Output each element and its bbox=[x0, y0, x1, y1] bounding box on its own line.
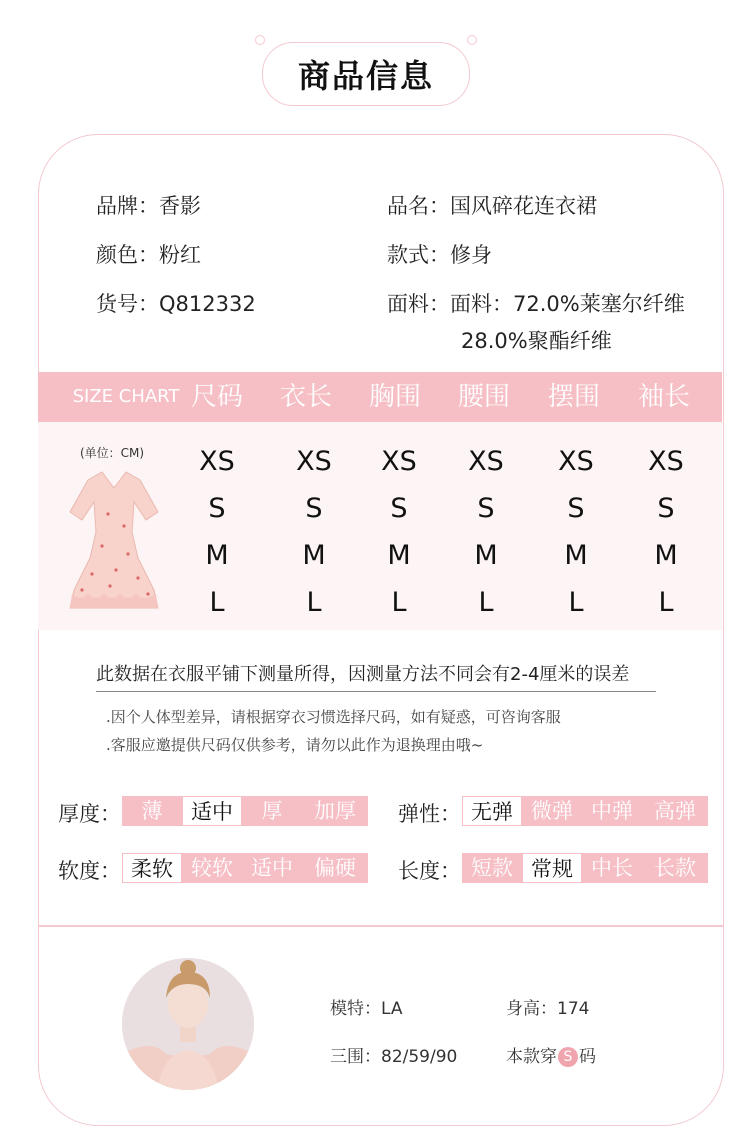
note-underline bbox=[96, 691, 656, 692]
size-cell: XS bbox=[381, 446, 417, 477]
wears-prefix: 本款穿 bbox=[506, 1047, 557, 1067]
size-column bbox=[359, 438, 439, 626]
elasticity-option-medium: 中弹 bbox=[582, 796, 642, 826]
size-column bbox=[626, 438, 706, 626]
length-option-regular: 常规 bbox=[522, 853, 582, 883]
length-option-mid: 中长 bbox=[582, 853, 642, 883]
section-title: 商品信息 bbox=[297, 57, 434, 95]
size-cell: M bbox=[302, 540, 326, 571]
size-cell: S bbox=[477, 493, 495, 524]
model-wears-size bbox=[506, 1042, 596, 1067]
model-name: 模特：LA bbox=[330, 999, 403, 1019]
softness-option-soft: 柔软 bbox=[122, 853, 182, 883]
thickness-option-medium: 适中 bbox=[182, 796, 242, 826]
wears-suffix: 码 bbox=[579, 1047, 596, 1067]
thickness-option-extra-thick: 加厚 bbox=[302, 796, 368, 826]
col-header-waist: 腰围 bbox=[457, 382, 510, 412]
dress-image bbox=[68, 466, 160, 616]
sku-text: 货号：Q812332 bbox=[96, 292, 256, 316]
size-cell: S bbox=[657, 493, 675, 524]
softness-option-hard: 偏硬 bbox=[302, 853, 368, 883]
col-header-sleeve: 袖长 bbox=[637, 382, 690, 412]
thickness-label: 厚度： bbox=[58, 802, 121, 826]
size-cell: M bbox=[654, 540, 678, 571]
size-cell: M bbox=[564, 540, 588, 571]
softness-option-softer: 较软 bbox=[182, 853, 242, 883]
size-column bbox=[177, 438, 257, 626]
product-name-text: 品名：国风碎花连衣裙 bbox=[387, 194, 597, 218]
col-header-bust: 胸围 bbox=[368, 382, 421, 412]
size-cell: M bbox=[205, 540, 229, 571]
unit-label: (单位：CM) bbox=[80, 446, 145, 460]
size-cell: L bbox=[658, 587, 674, 618]
size-cell: L bbox=[478, 587, 494, 618]
size-cell: S bbox=[390, 493, 408, 524]
size-cell: L bbox=[209, 587, 225, 618]
size-cell: M bbox=[387, 540, 411, 571]
thickness-option-thin: 薄 bbox=[122, 796, 182, 826]
length-option-long: 长款 bbox=[642, 853, 708, 883]
size-cell: S bbox=[208, 493, 226, 524]
fabric-text: 面料：面料：72.0%莱塞尔纤维 bbox=[387, 292, 685, 316]
style-text: 款式：修身 bbox=[387, 243, 492, 267]
size-cell: M bbox=[474, 540, 498, 571]
col-header-hem: 摆围 bbox=[547, 382, 600, 412]
model-avatar bbox=[122, 958, 254, 1090]
size-cell: XS bbox=[558, 446, 594, 477]
softness-label: 软度： bbox=[58, 859, 121, 883]
size-cell: L bbox=[306, 587, 322, 618]
size-s-badge: S bbox=[558, 1047, 578, 1067]
elasticity-option-slight: 微弹 bbox=[522, 796, 582, 826]
size-cell: XS bbox=[199, 446, 235, 477]
size-cell: XS bbox=[468, 446, 504, 477]
elasticity-option-high: 高弹 bbox=[642, 796, 708, 826]
brand-text: 品牌：香影 bbox=[96, 194, 201, 218]
note-sub-2: .客服应邀提供尺码仅供参考，请勿以此作为退换理由哦~ bbox=[106, 736, 484, 754]
size-chart-header bbox=[38, 372, 722, 422]
color-text: 颜色：粉红 bbox=[96, 243, 201, 267]
thickness-option-thick: 厚 bbox=[242, 796, 302, 826]
fabric-text-2: 28.0%聚酯纤维 bbox=[461, 329, 612, 353]
size-cell: S bbox=[567, 493, 585, 524]
col-header-length: 衣长 bbox=[279, 382, 332, 412]
model-photo bbox=[122, 958, 254, 1090]
model-measurements: 三围：82/59/90 bbox=[330, 1047, 458, 1067]
size-chart-label: SIZE CHART bbox=[72, 386, 180, 407]
size-cell: XS bbox=[648, 446, 684, 477]
softness-option-medium: 适中 bbox=[242, 853, 302, 883]
section-divider bbox=[38, 925, 724, 927]
model-height: 身高：174 bbox=[506, 999, 590, 1019]
size-cell: L bbox=[568, 587, 584, 618]
col-header-size: 尺码 bbox=[190, 382, 243, 412]
size-column bbox=[446, 438, 526, 626]
size-cell: L bbox=[391, 587, 407, 618]
size-column bbox=[536, 438, 616, 626]
note-sub-1: .因个人体型差异，请根据穿衣习惯选择尺码，如有疑惑，可咨询客服 bbox=[106, 708, 561, 726]
size-cell: S bbox=[305, 493, 323, 524]
elasticity-option-none: 无弹 bbox=[462, 796, 522, 826]
measurement-note: 此数据在衣服平铺下测量所得，因测量方法不同会有2-4厘米的误差 bbox=[96, 664, 630, 685]
elasticity-label: 弹性： bbox=[398, 802, 461, 826]
title-badge bbox=[262, 42, 470, 106]
length-label: 长度： bbox=[398, 859, 461, 883]
size-column bbox=[274, 438, 354, 626]
length-option-short: 短款 bbox=[462, 853, 522, 883]
size-cell: XS bbox=[296, 446, 332, 477]
